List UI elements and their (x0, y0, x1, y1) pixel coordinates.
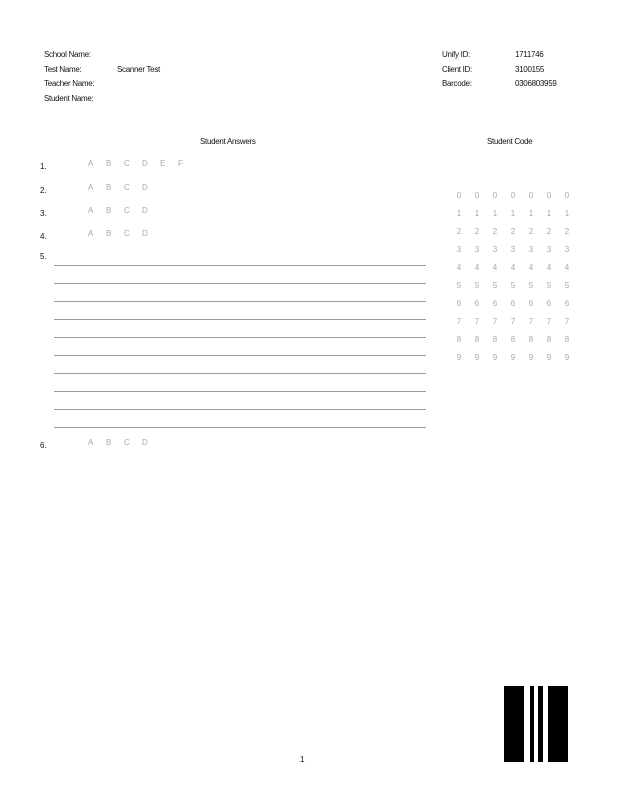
answer-line (54, 355, 426, 356)
test-name-value: Scanner Test (117, 65, 160, 74)
answer-bubble-d[interactable]: D (142, 183, 148, 192)
answer-bubble-b[interactable]: B (106, 206, 112, 215)
barcode-value: 0306803959 (515, 79, 557, 88)
barcode-bar (530, 686, 534, 762)
answer-line (54, 301, 426, 302)
code-digit-bubble[interactable]: 5 (546, 281, 552, 290)
code-digit-bubble[interactable]: 9 (510, 353, 516, 362)
unify-id-label: Unify ID: (442, 50, 470, 59)
code-digit-bubble[interactable]: 7 (474, 317, 480, 326)
client-id-value: 3100155 (515, 65, 545, 74)
code-digit-bubble[interactable]: 3 (510, 245, 516, 254)
code-digit-bubble[interactable]: 2 (474, 227, 480, 236)
code-digit-bubble[interactable]: 6 (456, 299, 462, 308)
code-digit-bubble[interactable]: 1 (510, 209, 516, 218)
code-digit-bubble[interactable]: 2 (492, 227, 498, 236)
school-name-label: School Name: (44, 50, 91, 59)
code-digit-bubble[interactable]: 8 (546, 335, 552, 344)
answer-bubble-d[interactable]: D (142, 159, 148, 168)
code-digit-bubble[interactable]: 0 (474, 191, 480, 200)
code-digit-bubble[interactable]: 5 (492, 281, 498, 290)
student-code-title: Student Code (487, 137, 533, 146)
code-digit-bubble[interactable]: 4 (546, 263, 552, 272)
answer-line (54, 283, 426, 284)
code-digit-bubble[interactable]: 0 (546, 191, 552, 200)
code-digit-bubble[interactable]: 0 (564, 191, 570, 200)
code-digit-bubble[interactable]: 8 (456, 335, 462, 344)
answer-bubble-c[interactable]: C (124, 183, 130, 192)
barcode-bar (538, 686, 543, 762)
answer-bubble-f[interactable]: F (178, 159, 183, 168)
answer-bubble-a[interactable]: A (88, 183, 94, 192)
code-digit-bubble[interactable]: 1 (546, 209, 552, 218)
code-digit-bubble[interactable]: 6 (510, 299, 516, 308)
code-digit-bubble[interactable]: 7 (528, 317, 534, 326)
code-digit-bubble[interactable]: 9 (528, 353, 534, 362)
teacher-name-label: Teacher Name: (44, 79, 95, 88)
code-digit-bubble[interactable]: 8 (564, 335, 570, 344)
question-number: 5. (40, 252, 47, 261)
code-digit-bubble[interactable]: 4 (528, 263, 534, 272)
answer-line (54, 319, 426, 320)
code-digit-bubble[interactable]: 8 (510, 335, 516, 344)
code-digit-bubble[interactable]: 4 (564, 263, 570, 272)
code-digit-bubble[interactable]: 1 (456, 209, 462, 218)
code-digit-bubble[interactable]: 2 (528, 227, 534, 236)
code-digit-bubble[interactable]: 5 (456, 281, 462, 290)
answer-bubble-d[interactable]: D (142, 438, 148, 447)
answer-bubble-b[interactable]: B (106, 438, 112, 447)
code-digit-bubble[interactable]: 1 (492, 209, 498, 218)
code-digit-bubble[interactable]: 0 (456, 191, 462, 200)
answer-bubble-c[interactable]: C (124, 229, 130, 238)
code-digit-bubble[interactable]: 1 (564, 209, 570, 218)
code-digit-bubble[interactable]: 3 (492, 245, 498, 254)
code-digit-bubble[interactable]: 8 (492, 335, 498, 344)
answer-bubble-d[interactable]: D (142, 206, 148, 215)
code-digit-bubble[interactable]: 9 (456, 353, 462, 362)
code-digit-bubble[interactable]: 2 (546, 227, 552, 236)
answer-bubble-a[interactable]: A (88, 206, 94, 215)
code-digit-bubble[interactable]: 1 (528, 209, 534, 218)
client-id-label: Client ID: (442, 65, 472, 74)
answer-bubble-e[interactable]: E (160, 159, 166, 168)
code-digit-bubble[interactable]: 8 (474, 335, 480, 344)
student-answers-title: Student Answers (200, 137, 256, 146)
answer-line (54, 427, 426, 428)
code-digit-bubble[interactable]: 2 (510, 227, 516, 236)
barcode-label: Barcode: (442, 79, 472, 88)
code-digit-bubble[interactable]: 5 (564, 281, 570, 290)
answer-bubble-a[interactable]: A (88, 438, 94, 447)
code-digit-bubble[interactable]: 7 (510, 317, 516, 326)
code-digit-bubble[interactable]: 9 (564, 353, 570, 362)
code-digit-bubble[interactable]: 0 (528, 191, 534, 200)
answer-bubble-b[interactable]: B (106, 183, 112, 192)
answer-line (54, 265, 426, 266)
answer-bubble-b[interactable]: B (106, 159, 112, 168)
student-name-label: Student Name: (44, 94, 94, 103)
code-digit-bubble[interactable]: 3 (528, 245, 534, 254)
code-digit-bubble[interactable]: 1 (474, 209, 480, 218)
barcode-bar (548, 686, 568, 762)
barcode-bar (504, 686, 524, 762)
code-digit-bubble[interactable]: 2 (456, 227, 462, 236)
code-digit-bubble[interactable]: 6 (474, 299, 480, 308)
code-digit-bubble[interactable]: 4 (456, 263, 462, 272)
answer-line (54, 337, 426, 338)
code-digit-bubble[interactable]: 7 (546, 317, 552, 326)
answer-bubble-a[interactable]: A (88, 229, 94, 238)
code-digit-bubble[interactable]: 9 (492, 353, 498, 362)
code-digit-bubble[interactable]: 0 (492, 191, 498, 200)
answer-bubble-d[interactable]: D (142, 229, 148, 238)
code-digit-bubble[interactable]: 6 (492, 299, 498, 308)
question-number: 1. (40, 162, 47, 171)
answer-line (54, 409, 426, 410)
code-digit-bubble[interactable]: 5 (510, 281, 516, 290)
code-digit-bubble[interactable]: 5 (474, 281, 480, 290)
page-number: 1 (300, 755, 305, 764)
code-digit-bubble[interactable]: 4 (474, 263, 480, 272)
code-digit-bubble[interactable]: 7 (456, 317, 462, 326)
question-number: 6. (40, 441, 47, 450)
code-digit-bubble[interactable]: 8 (528, 335, 534, 344)
code-digit-bubble[interactable]: 6 (564, 299, 570, 308)
code-digit-bubble[interactable]: 5 (528, 281, 534, 290)
unify-id-value: 1711746 (515, 50, 544, 59)
code-digit-bubble[interactable]: 3 (456, 245, 462, 254)
code-digit-bubble[interactable]: 3 (474, 245, 480, 254)
code-digit-bubble[interactable]: 7 (564, 317, 570, 326)
answer-bubble-c[interactable]: C (124, 438, 130, 447)
code-digit-bubble[interactable]: 2 (564, 227, 570, 236)
code-digit-bubble[interactable]: 6 (546, 299, 552, 308)
answer-bubble-a[interactable]: A (88, 159, 94, 168)
question-number: 4. (40, 232, 47, 241)
question-number: 3. (40, 209, 47, 218)
answer-line (54, 373, 426, 374)
code-digit-bubble[interactable]: 7 (492, 317, 498, 326)
answer-bubble-c[interactable]: C (124, 159, 130, 168)
answer-bubble-c[interactable]: C (124, 206, 130, 215)
question-number: 2. (40, 186, 47, 195)
code-digit-bubble[interactable]: 9 (546, 353, 552, 362)
code-digit-bubble[interactable]: 9 (474, 353, 480, 362)
answer-bubble-b[interactable]: B (106, 229, 112, 238)
code-digit-bubble[interactable]: 6 (528, 299, 534, 308)
code-digit-bubble[interactable]: 0 (510, 191, 516, 200)
answer-line (54, 391, 426, 392)
code-digit-bubble[interactable]: 3 (546, 245, 552, 254)
code-digit-bubble[interactable]: 4 (510, 263, 516, 272)
code-digit-bubble[interactable]: 3 (564, 245, 570, 254)
test-name-label: Test Name: (44, 65, 82, 74)
code-digit-bubble[interactable]: 4 (492, 263, 498, 272)
